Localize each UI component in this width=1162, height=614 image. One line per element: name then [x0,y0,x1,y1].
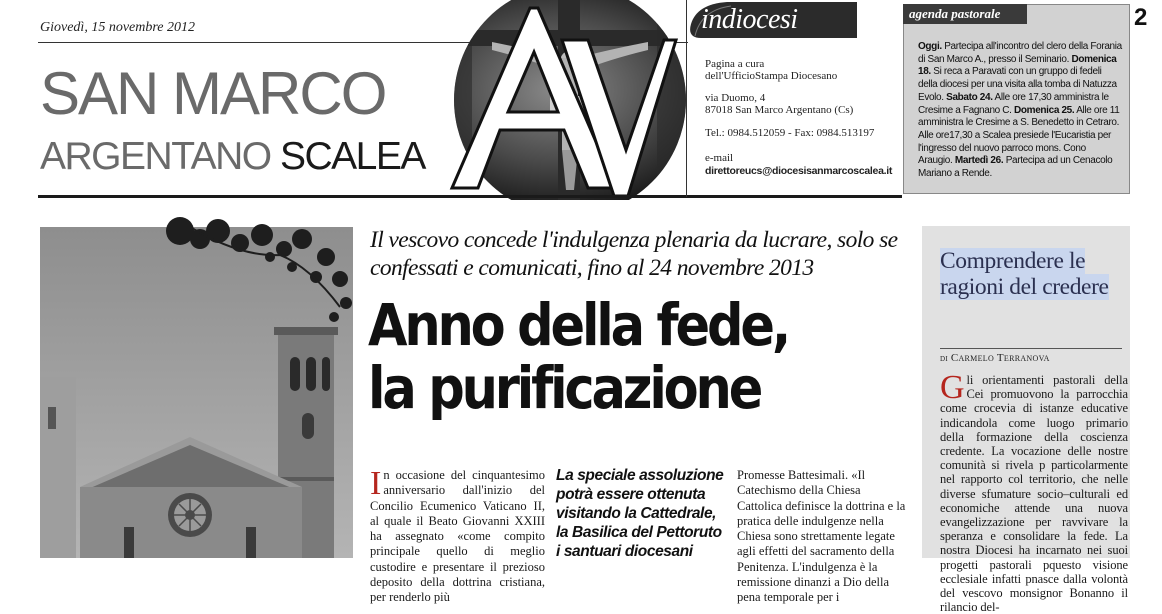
article-text: n occasione del cinquantesimo anniversario dall'inizio del Concilio Ecumenico Vaticano II, al quale il Beato Giovanni XXIII ha assegnato «come compito principale quello di meglio custodire e presentare il prezioso deposito della dottrina cristiana, per renderlo più [370,468,545,605]
sidebar-text: li orientamenti pastorali della Cei promuovono la parrocchia come crocevia di istanze educative indicandola come luogo primario della formazione della coscienza credente. La vocazione delle nostre comunità si rivela p particolarmente nel rapporto col territorio, che nelle diverse sfumature socio–culturali ed economiche attende una nuova evangelizzazione per ravvivare la speranza e consolidare la fede. La nostra Diocesi ha incarnato nei suoi progetti pastorali pquesto visione ecclesiale infatti pnasce dalla volontà del vescovo monsignor Bonanno il rilancio del- [940,373,1128,614]
agenda-entry: Partecipa all'incontro del clero della Forania di San Marco A., presso il Seminario. [918,41,1122,65]
sidebar-title-text: Comprendere le ragioni del credere [940,248,1109,300]
email-label: e-mail [705,152,734,164]
agenda-text [918,41,1122,181]
address-line1: via Duomo, 4 [705,92,766,104]
cathedral-photo [40,227,353,558]
page-number: 2 [1134,4,1148,31]
article-column-1 [370,465,545,606]
headline-line1: Anno della fede, [368,291,789,359]
brand-word-argentano: ARGENTANO [40,135,271,178]
indiocesi-label: indiocesi [701,4,798,35]
pull-quote: La speciale assoluzione potrà essere ottenuta visitando la Cattedrale, la Basilica del Pettoruto i santuari diocesani [556,467,724,560]
sidebar-title [940,248,1120,300]
sidebar-byline [940,352,1050,364]
article-subheading: Il vescovo concede l'indulgenza plenaria da lucrare, solo se confessati e comunicati, fino al 24 novembre 2013 [370,227,898,281]
av-logo-crucifix-icon [412,0,702,200]
curated-line1: Pagina a cura [705,58,765,70]
agenda-day: Oggi. [918,41,942,52]
article-headline [368,291,848,422]
sidebar-divider [940,348,1122,349]
article-column-3: Promesse Battesimali. «Il Catechismo della Chiesa Cattolica definisce la dottrina e la pratica delle indulgenze nella Chiesa sono strettamente legate agli effetti del sacramento della Penitenza. L'indulgenza è la remissione dinanzi a Dio della pena temporale per i [737,468,906,605]
drop-cap: I [370,465,382,502]
agenda-day: Domenica 18. [918,53,1117,78]
agenda-entry: Partecipa ad un Cenacolo Mariano a Rende. [918,155,1113,180]
brand-name-line1: SAN MARCO [40,60,386,127]
byline-prefix: di [940,353,948,364]
issue-date: Giovedì, 15 novembre 2012 [40,20,195,35]
email-address[interactable]: direttoreucs@diocesisanmarcoscalea.it [705,165,893,177]
agenda-entry: Alle ore 17,30 amministra le Cresime a Fagnano C. [918,91,1109,116]
masthead [0,0,1162,200]
sidebar-body [940,369,1128,614]
sidebar-column [922,226,1130,614]
address-line2: 87018 San Marco Argentano (Cs) [705,104,854,116]
agenda-day: Domenica 25. [1014,104,1075,116]
agenda-pastorale-box [903,4,1130,194]
agenda-entry: Alle ore 11 amministra le Cresime a S. Benedetto in Cetraro. Alle ore17,30 a Scalea presiede l'Eucaristia per l'ingresso del nuovo parroco mons. Cono Araugio. [918,104,1120,167]
agenda-tab-label: agenda pastorale [903,4,1027,24]
agenda-entry: Si reca a Paravati con un gruppo di fedeli della diocesi per una visita alla tomba di Natuzza Evolo. [918,66,1117,103]
curated-line2: dell'UfficioStampa Diocesano [705,70,838,82]
headline-line2: la purificazione [368,354,761,422]
brand-word-scalea: SCALEA [279,135,425,178]
agenda-day: Martedì 26. [954,155,1004,167]
agenda-day: Sabato 24. [946,91,993,103]
brand-name-line2 [40,137,425,177]
phone-fax: Tel.: 0984.512059 - Fax: 0984.513197 [705,127,875,139]
contact-panel [686,0,904,197]
byline-author: Carmelo Terranova [950,352,1050,364]
sidebar-drop-cap: G [940,369,965,406]
